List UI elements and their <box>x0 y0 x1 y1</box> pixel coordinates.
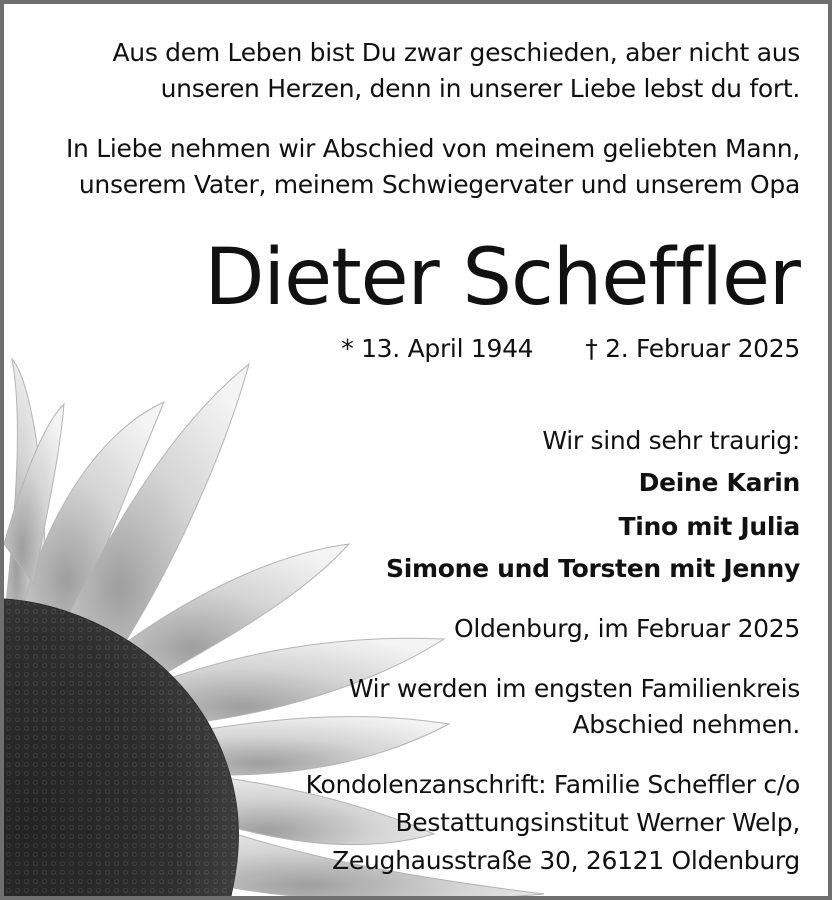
mourner-name: Deine Karin <box>638 468 800 497</box>
mourner-name: Simone und Torsten mit Jenny <box>385 554 800 583</box>
funeral-note-line-1: Wir werden im engsten Familienkreis <box>348 674 800 703</box>
mourner-name: Tino mit Julia <box>618 512 800 541</box>
verse-line-1: Aus dem Leben bist Du zwar geschieden, aber nicht aus <box>112 38 800 67</box>
life-dates <box>341 332 800 366</box>
mourners-heading: Wir sind sehr traurig: <box>542 426 800 455</box>
intro-line-1: In Liebe nehmen wir Abschied von meinem geliebten Mann, <box>65 134 800 163</box>
condolence-line-2: Bestattungsinstitut Werner Welp, <box>395 808 800 837</box>
place-date: Oldenburg, im Februar 2025 <box>453 614 800 643</box>
verse-line-2: unseren Herzen, denn in unserer Liebe lebst du fort. <box>160 74 800 103</box>
funeral-note-line-2: Abschied nehmen. <box>572 710 800 739</box>
death-date: † 2. Februar 2025 <box>585 334 800 363</box>
condolence-line-1: Kondolenzanschrift: Familie Scheffler c/o <box>305 770 800 799</box>
deceased-name: Dieter Scheffler <box>204 233 800 323</box>
birth-date: * 13. April 1944 <box>341 334 534 363</box>
intro-line-2: unserem Vater, meinem Schwiegervater und unserem Opa <box>78 170 800 199</box>
condolence-line-3: Zeughausstraße 30, 26121 Oldenburg <box>332 846 800 875</box>
